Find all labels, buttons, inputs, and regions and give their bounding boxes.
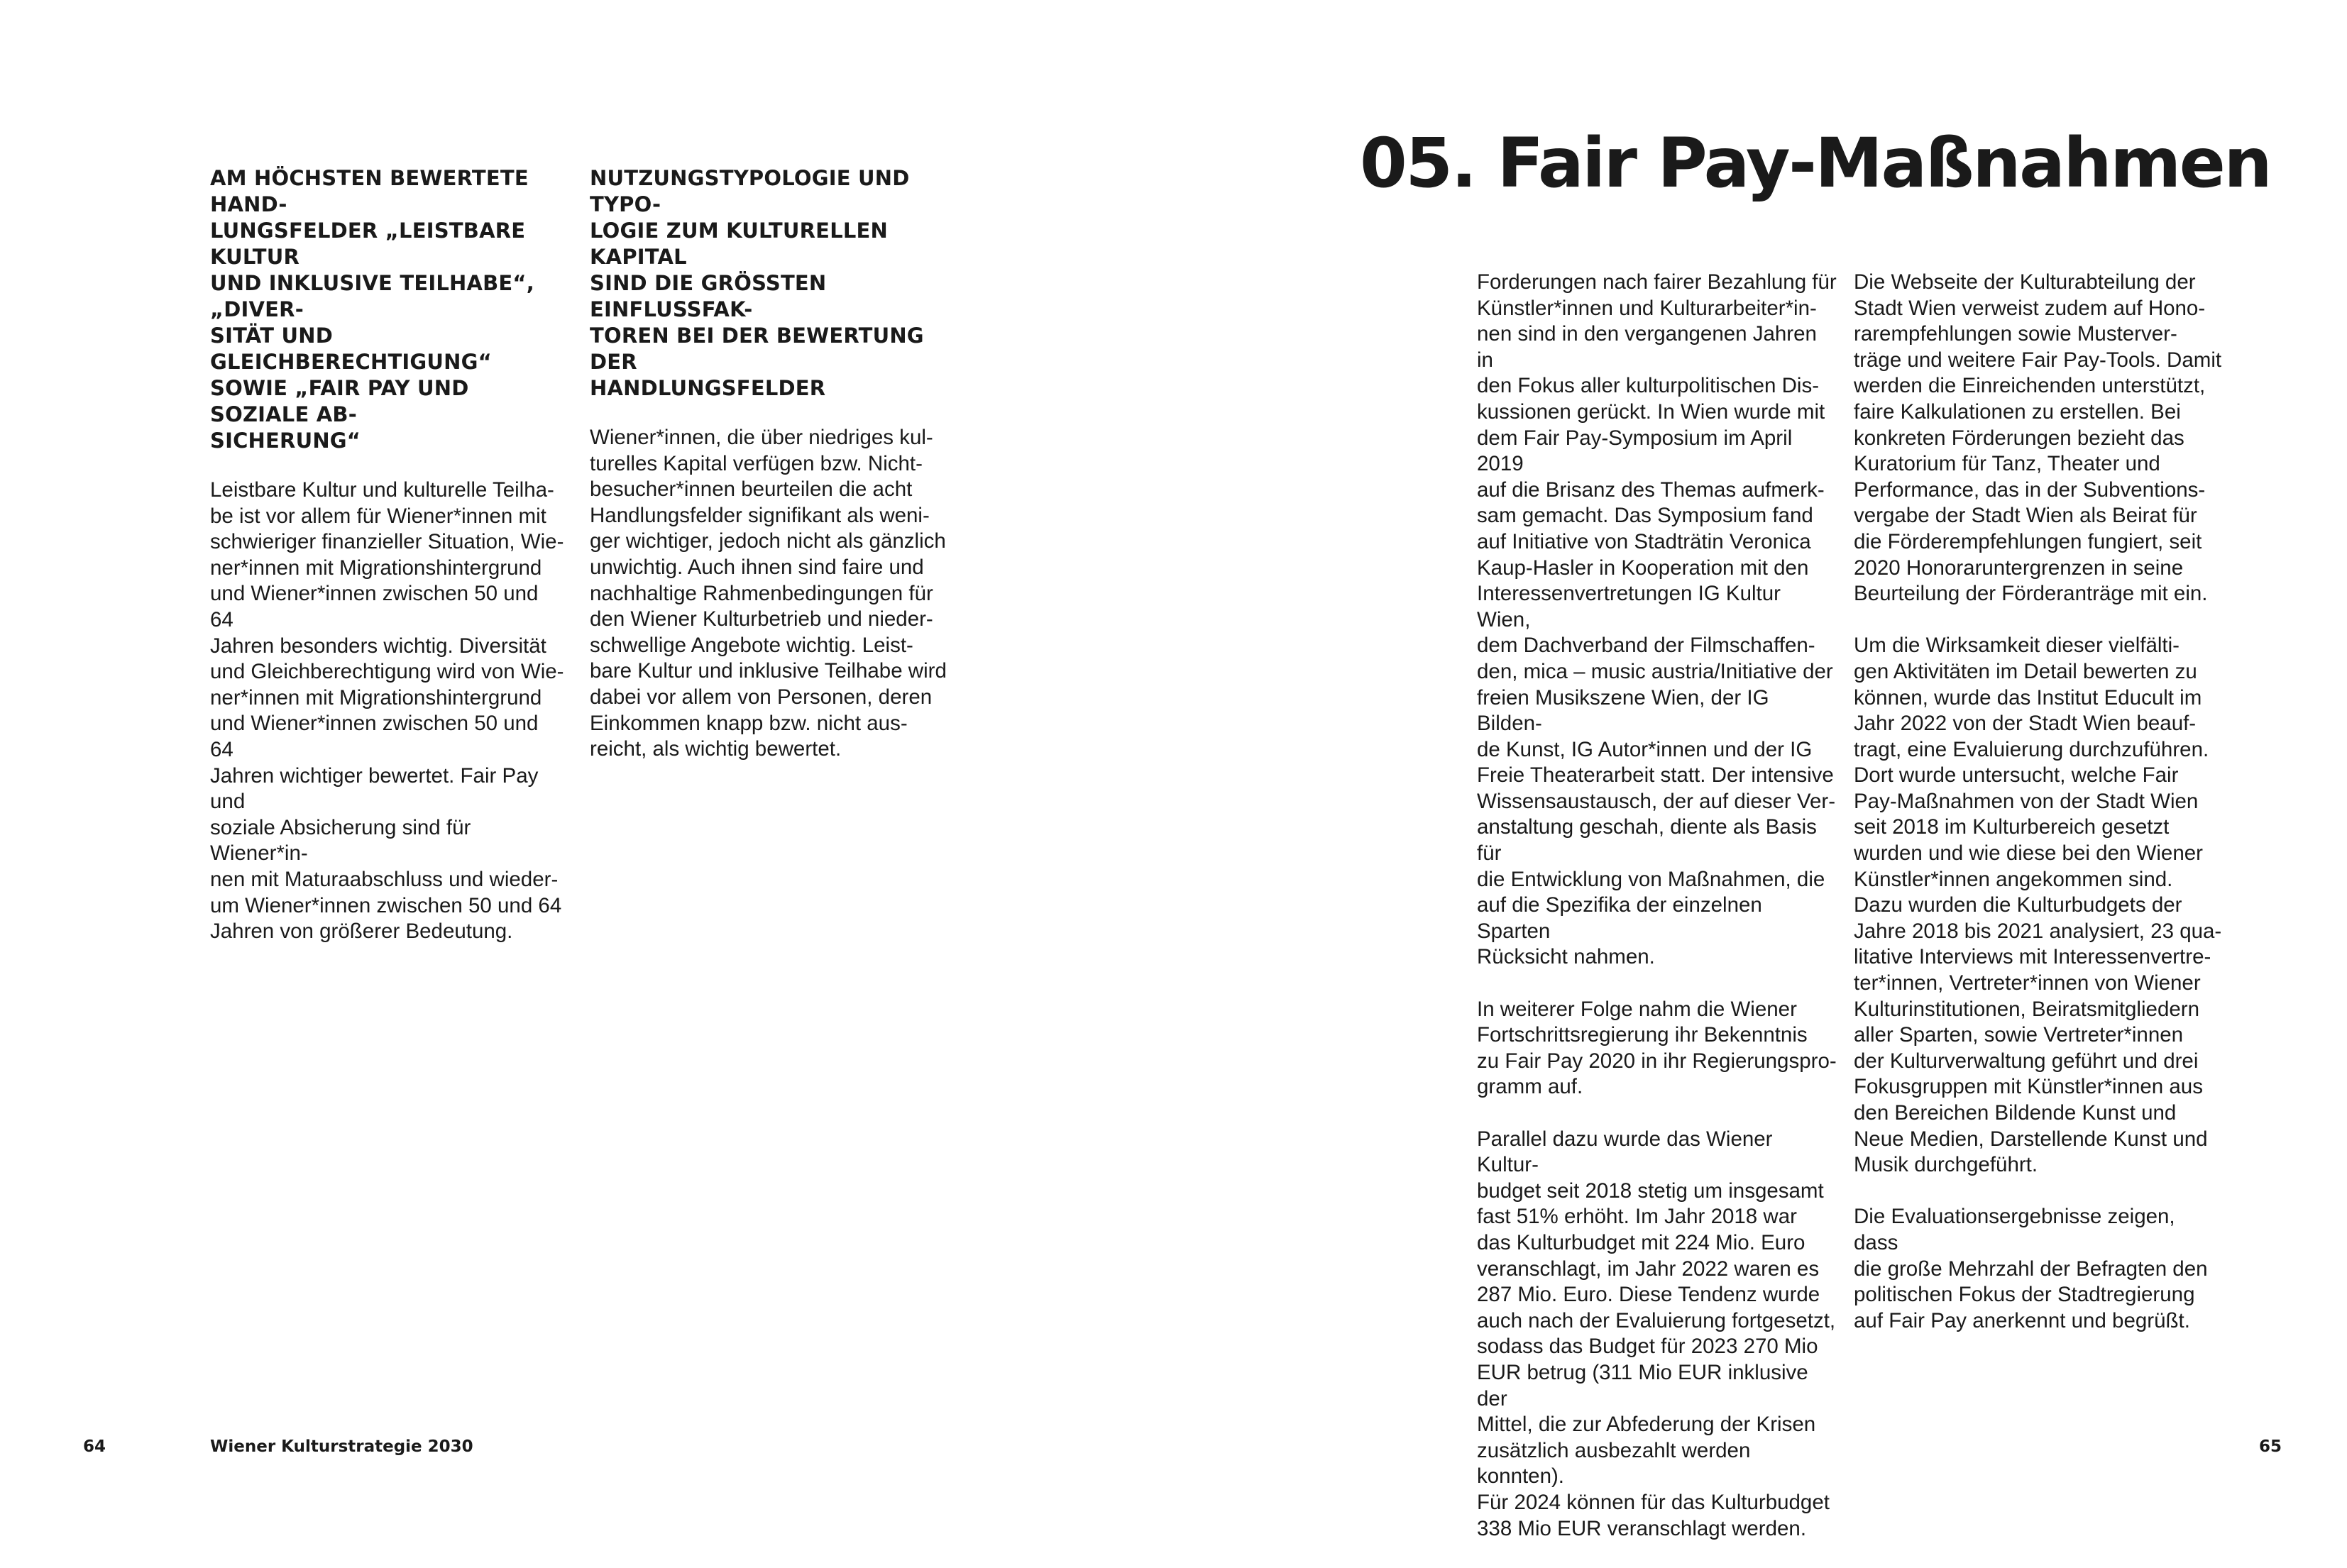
right-column-2	[1854, 270, 2223, 1360]
paragraph: In weiterer Folge nahm die Wiener Fortschrittsregierung ihr Bekenntnis zu Fair Pay 2020 in ihr Regierungspro- gramm auf.	[1477, 997, 1837, 1099]
chapter-title: 05. Fair Pay-Maßnahmen	[1360, 123, 2271, 203]
paragraph: Parallel dazu wurde das Wiener Kultur- budget seit 2018 stetig um insgesamt fast 51% erhöht. Im Jahr 2018 war das Kulturbudget mit 224 Mio. Euro veranschlagt, im Jahr 2022 waren es 287 Mio. Euro. Diese Tendenz wurde auch nach der Evaluierung fortgesetzt, sodass das Budget für 2023 270 Mio EUR betrug (311 Mio EUR inklusive der Mittel, die zur Abfederung der Krisen zusätzlich ausbezahlt werden konnten). Für 2024 können für das Kulturbudget 338 Mio EUR veranschlagt werden.	[1477, 1127, 1836, 1540]
left-column-2	[590, 165, 959, 763]
section-body-2: Wiener*innen, die über niedriges kul- turelles Kapital verfügen bzw. Nicht- besucher*innen beurteilen die acht Handlungsfelder signifikant als weni- ger wichtiger, jedoch nicht als gänzlich unwichtig. Auch ihnen sind faire und nachhaltige Rahmenbedingungen für den Wiener Kulturbetrieb und nieder- schwellige Angebote wichtig. Leist- bare Kultur und inklusive Teilhabe wird dabei vor allem von Personen, deren Einkommen knapp bzw. nicht aus- reicht, als wichtig bewertet.	[590, 426, 947, 761]
paragraph: Die Webseite der Kulturabteilung der Stadt Wien verweist zudem auf Hono- rarempfehlungen sowie Musterver- träge und weitere Fair Pay-Tools. Damit werden die Einreichenden unterstützt, faire Kalkulationen zu erstellen. Bei konkreten Förderungen bezieht das Kuratorium für Tanz, Theater und Performance, das in der Subventions- vergabe der Stadt Wien als Beirat für die Förderempfehlungen fungiert, seit 2020 Honoraruntergrenzen in seine Beurteilung der Förderanträge mit ein.	[1854, 270, 2222, 606]
page-number-right: 65	[2259, 1437, 2282, 1456]
left-column-1	[210, 165, 565, 945]
page-number-left: 64	[83, 1437, 106, 1456]
section-heading-1: AM HÖCHSTEN BEWERTETE HAND- LUNGSFELDER „LEISTBARE KULTUR UND INKLUSIVE TEILHABE“, „DIVER- SITÄT UND GLEICHBERECHTIGUNG“ SOWIE „FAIR PAY UND SOZIALE AB- SICHERUNG“	[210, 166, 534, 453]
paragraph: Die Evaluationsergebnisse zeigen, dass die große Mehrzahl der Befragten den politischen Fokus der Stadtregierung auf Fair Pay anerkennt und begrüßt.	[1854, 1205, 2208, 1332]
section-body-1: Leistbare Kultur und kulturelle Teilha- be ist vor allem für Wiener*innen mit schwieriger finanzieller Situation, Wie- ner*innen mit Migrationshintergrund und Wiener*innen zwischen 50 und 64 Jahren besonders wichtig. Diversität und Gleichberechtigung wird von Wie- ner*innen mit Migrationshintergrund und Wiener*innen zwischen 50 und 64 Jahren wichtiger bewertet. Fair Pay und soziale Absicherung sind für Wiener*in- nen mit Maturaabschluss und wieder- um Wiener*innen zwischen 50 und 64 Jahren von größerer Bedeutung.	[210, 478, 564, 944]
paragraph: Um die Wirksamkeit dieser vielfälti- gen Aktivitäten im Detail bewerten zu können, wurde das Institut Educult im Jahr 2022 von der Stadt Wien beauf- tragt, eine Evaluierung durchzuführen. Dort wurde untersucht, welche Fair Pay-Maßnahmen von der Stadt Wien seit 2018 im Kulturbereich gesetzt wurden und wie diese bei den Wiener Künstler*innen angekommen sind. Dazu wurden die Kulturbudgets der Jahre 2018 bis 2021 analysiert, 23 qua- litative Interviews mit Interessenvertre- ter*innen, Vertreter*innen von Wiener Kulturinstitutionen, Beiratsmitgliedern aller Sparten, sowie Vertreter*innen der Kulturverwaltung geführt und drei Fokusgruppen mit Künstler*innen aus den Bereichen Bildende Kunst und Neue Medien, Darstellende Kunst und Musik durchgeführt.	[1854, 634, 2222, 1177]
section-heading-2: NUTZUNGSTYPOLOGIE UND TYPO- LOGIE ZUM KULTURELLEN KAPITAL SIND DIE GRÖSSTEN EINFLUSSFAK- TOREN BEI DER BEWERTUNG DER HANDLUNGSFELDER	[590, 166, 924, 400]
right-column-1	[1477, 270, 1839, 1568]
left-page	[0, 0, 1173, 1508]
paragraph: Forderungen nach fairer Bezahlung für Künstler*innen und Kulturarbeiter*in- nen sind in den vergangenen Jahren in den Fokus aller kulturpolitischen Dis- kussionen gerückt. In Wien wurde mit dem Fair Pay-Symposium im April 2019 auf die Brisanz des Themas aufmerk- sam gemacht. Das Symposium fand auf Initiative von Stadträtin Veronica Kaup-Hasler in Kooperation mit den Interessenvertretungen IG Kultur Wien, dem Dachverband der Filmschaffen- den, mica – music austria/Initiative der freien Musikszene Wien, der IG Bilden- de Kunst, IG Autor*innen und der IG Freie Theaterarbeit statt. Der intensive Wissensaustausch, der auf dieser Ver- anstaltung geschah, diente als Basis für die Entwicklung von Maßnahmen, die auf die Spezifika der einzelnen Sparten Rücksicht nahmen.	[1477, 270, 1837, 969]
publication-title: Wiener Kulturstrategie 2030	[210, 1437, 473, 1456]
